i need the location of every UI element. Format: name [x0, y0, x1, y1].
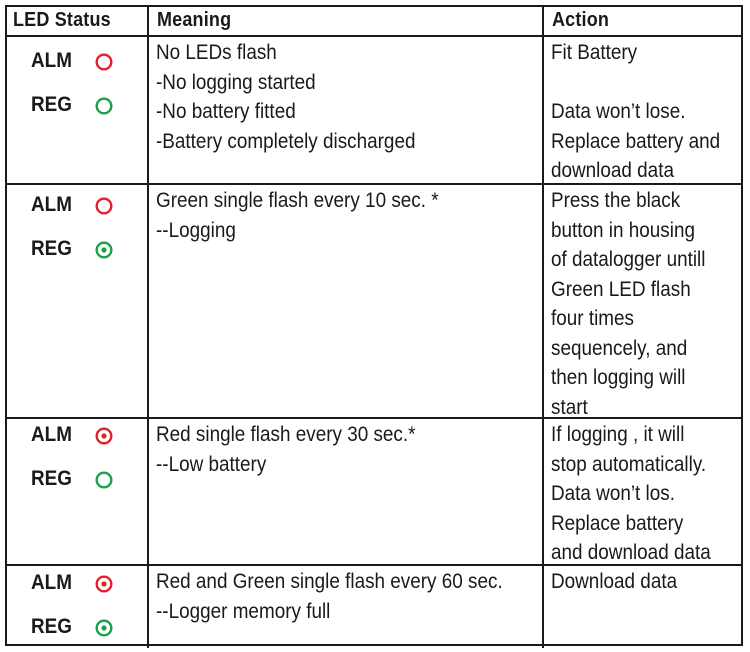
- meaning-cell: [147, 419, 542, 564]
- action-line: stop automatically.: [551, 452, 707, 476]
- header-action: Action: [552, 9, 610, 31]
- header-cell-action: [542, 7, 741, 35]
- table-row: [7, 185, 741, 419]
- header-row: [7, 7, 741, 37]
- action-line: Replace battery: [551, 511, 684, 535]
- action-line: If logging , it will: [551, 423, 685, 446]
- led-status-table: [5, 5, 743, 646]
- dot-ring-green-icon: [95, 241, 113, 259]
- alm-led-indicator: [7, 191, 147, 221]
- alm-led-indicator: [7, 569, 147, 599]
- action-line: Replace battery and: [551, 129, 721, 153]
- action-line: [551, 68, 720, 98]
- meaning-line: --Logger memory full: [156, 599, 331, 623]
- action-line: button in housing: [551, 218, 695, 242]
- action-cell: [542, 37, 741, 183]
- reg-label: REG: [31, 237, 72, 260]
- header-cell-led-status: [7, 7, 147, 35]
- meaning-cell: [147, 566, 542, 648]
- header-led-status: LED Status: [13, 9, 111, 31]
- action-line: start: [551, 395, 588, 419]
- dot-ring-red-icon: [95, 427, 113, 445]
- led-status-cell: [7, 419, 147, 564]
- reg-led-indicator: [7, 465, 147, 495]
- action-line: of datalogger untill: [551, 248, 706, 271]
- meaning-line: --Low battery: [156, 452, 267, 476]
- reg-label: REG: [31, 615, 72, 638]
- action-line: Press the black: [551, 189, 681, 212]
- table-row: [7, 419, 741, 566]
- ring-green-icon: [95, 97, 113, 115]
- table-row: [7, 37, 741, 185]
- led-status-cell: [7, 37, 147, 183]
- alm-led-indicator: [7, 421, 147, 451]
- reg-led-indicator: [7, 91, 147, 121]
- action-line: and download data: [551, 541, 711, 564]
- action-line: four times: [551, 307, 634, 330]
- dot-ring-red-icon: [95, 575, 113, 593]
- table-row: [7, 566, 741, 648]
- led-status-cell: [7, 566, 147, 648]
- ring-red-icon: [95, 53, 113, 71]
- action-line: sequencely, and: [551, 336, 688, 360]
- meaning-cell: [147, 185, 542, 417]
- meaning-line: -No logging started: [156, 70, 316, 94]
- meaning-line: -No battery fitted: [156, 100, 296, 123]
- action-line: download data: [551, 159, 674, 182]
- alm-led-indicator: [7, 47, 147, 77]
- action-line: Fit Battery: [551, 41, 638, 64]
- meaning-line: Red and Green single flash every 60 sec.: [156, 570, 503, 593]
- header-meaning: Meaning: [157, 9, 232, 31]
- action-line: Download data: [551, 570, 678, 593]
- meaning-cell: [147, 37, 542, 183]
- ring-green-icon: [95, 471, 113, 489]
- dot-ring-green-icon: [95, 619, 113, 637]
- meaning-line: --Logging: [156, 218, 236, 242]
- reg-led-indicator: [7, 235, 147, 265]
- action-line: Data won’t los.: [551, 482, 675, 505]
- action-line: then logging will: [551, 366, 686, 389]
- meaning-line: -Battery completely discharged: [156, 129, 416, 153]
- action-line: Data won’t lose.: [551, 100, 686, 123]
- meaning-line: Green single flash every 10 sec. *: [156, 189, 439, 212]
- action-cell: [542, 185, 741, 417]
- reg-label: REG: [31, 93, 72, 116]
- action-cell: [542, 419, 741, 564]
- alm-label: ALM: [31, 193, 72, 216]
- meaning-line: No LEDs flash: [156, 41, 277, 64]
- alm-label: ALM: [31, 571, 72, 594]
- reg-led-indicator: [7, 613, 147, 643]
- action-line: Green LED flash: [551, 277, 691, 301]
- action-cell: [542, 566, 741, 648]
- meaning-line: Red single flash every 30 sec.*: [156, 423, 416, 446]
- reg-label: REG: [31, 467, 72, 490]
- ring-red-icon: [95, 197, 113, 215]
- alm-label: ALM: [31, 49, 72, 72]
- alm-label: ALM: [31, 423, 72, 446]
- header-cell-meaning: [147, 7, 542, 35]
- led-status-cell: [7, 185, 147, 417]
